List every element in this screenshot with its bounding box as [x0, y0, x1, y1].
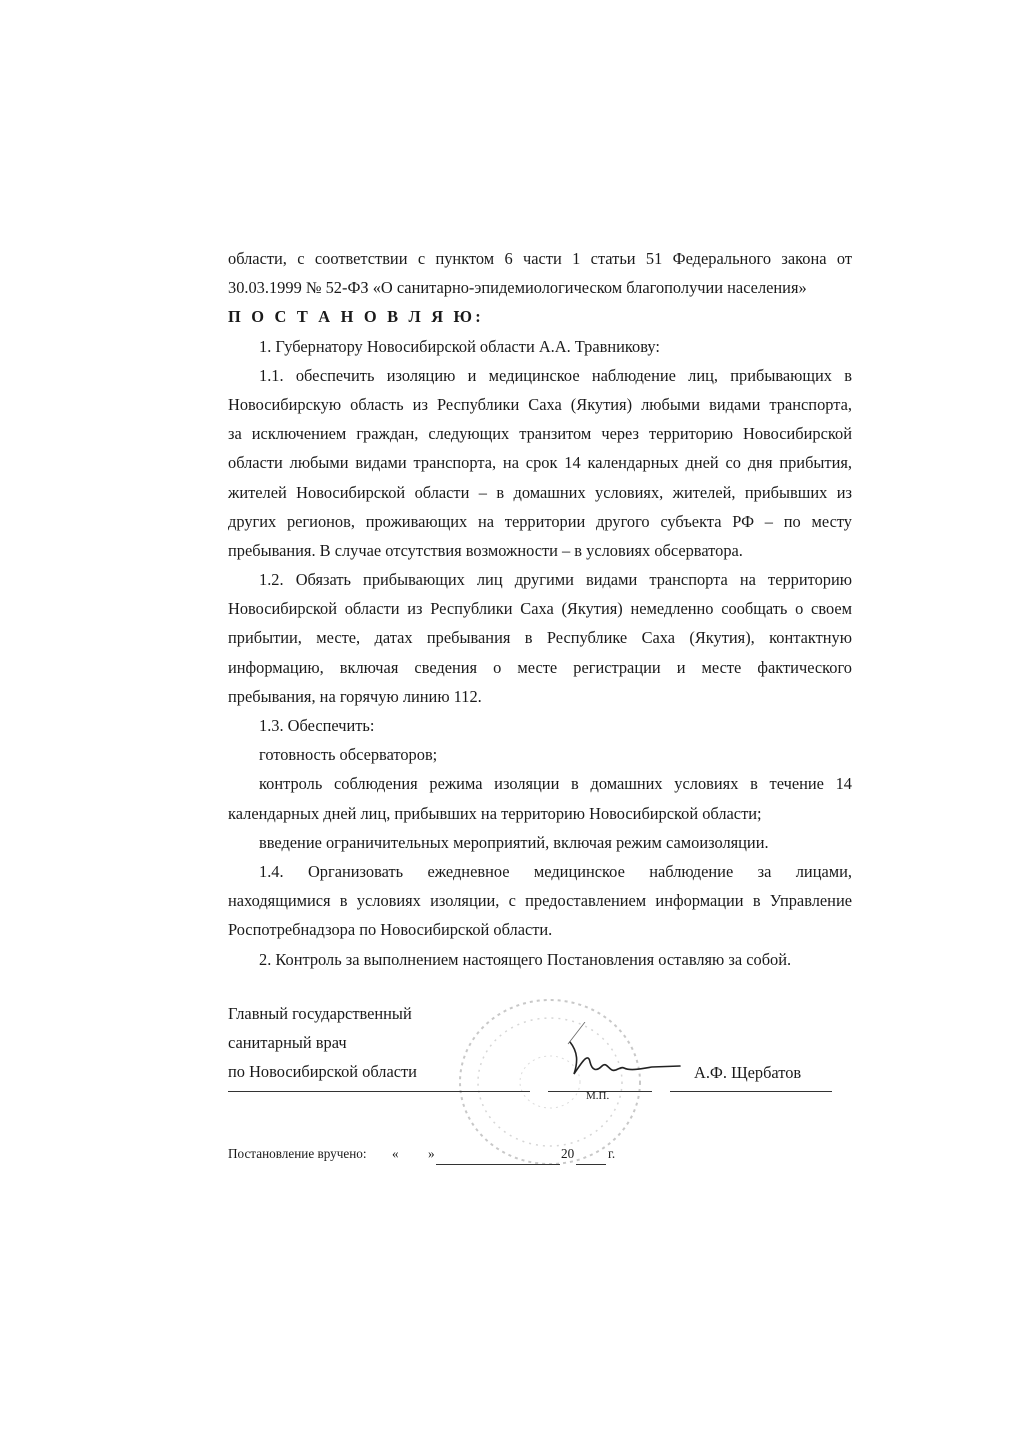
- text-line: готовность обсерваторов;: [259, 745, 438, 765]
- text-line: 1.2. Обязать прибывающих лиц другими видами транспорта на территорию: [259, 570, 852, 590]
- text-line: контроль соблюдения режима изоляции в домашних условиях в течение 14: [259, 774, 852, 794]
- text-line: других регионов, проживающих на территории другого субъекта РФ – по месту: [228, 511, 852, 531]
- text-line: находящимися в условиях изоляции, с предоставлением информации в Управление: [228, 891, 852, 911]
- text-line: пребывания. В случае отсутствия возможности – в условиях обсерватора.: [228, 540, 743, 560]
- text-line: за исключением граждан, следующих транзитом через территорию Новосибирской: [228, 424, 852, 444]
- position-line: санитарный врач: [228, 1033, 347, 1053]
- text-line: 2. Контроль за выполнением настоящего Постановления оставляю за собой.: [259, 949, 792, 969]
- position-line: по Новосибирской области: [228, 1062, 417, 1082]
- signature-rule: [228, 1091, 530, 1092]
- year-underline: [576, 1164, 606, 1165]
- text-line: области любыми видами транспорта, на срок 14 календарных дней со дня прибытия,: [228, 453, 852, 473]
- text-line: 30.03.1999 № 52-ФЗ «О санитарно-эпидемиологическом благополучии населения»: [228, 278, 807, 298]
- signature-rule: [670, 1091, 832, 1092]
- text-line: пребывания, на горячую линию 112.: [228, 686, 482, 706]
- text-line: области, с соответствии с пунктом 6 части 1 статьи 51 Федерального закона от: [228, 249, 852, 268]
- text-line: календарных дней лиц, прибывших на территорию Новосибирской области;: [228, 803, 762, 823]
- text-line: жителей Новосибирской области – в домашних условиях, жителей, прибывших из: [228, 482, 852, 502]
- signatory-name: А.Ф. Щербатов: [694, 1063, 802, 1082]
- text-line: 1.3. Обеспечить:: [259, 716, 375, 735]
- text-line: прибытии, месте, датах пребывания в Республике Саха (Якутия), контактную: [228, 628, 852, 648]
- text-line: Новосибирской области из Республики Саха (Якутия) немедленно сообщать о своем: [228, 599, 852, 619]
- text-line: информацию, включая сведения о месте регистрации и месте фактического: [228, 657, 852, 677]
- position-line: Главный государственный: [228, 1004, 412, 1023]
- delivery-label: Постановление вручено:: [228, 1146, 367, 1161]
- date-underline: [436, 1164, 560, 1165]
- text-line: 1.4. Организовать ежедневное медицинское наблюдение за лицами,: [259, 861, 852, 881]
- text-line: введение ограничительных мероприятий, включая режим самоизоляции.: [259, 832, 769, 852]
- year-suffix: г.: [608, 1146, 616, 1161]
- signatory-position: [228, 999, 417, 1087]
- close-quote: »: [428, 1146, 435, 1161]
- text-line: Роспотребнадзора по Новосибирской области.: [228, 920, 553, 940]
- stamp-place-label: М.П.: [586, 1090, 610, 1102]
- text-line: 1.1. обеспечить изоляцию и медицинское наблюдение лиц, прибывающих в: [259, 365, 852, 385]
- body-text: [228, 244, 852, 974]
- year-prefix: 20: [561, 1146, 575, 1161]
- open-quote: «: [392, 1146, 399, 1161]
- text-line: Новосибирскую область из Республики Саха (Якутия) любыми видами транспорта,: [228, 394, 852, 414]
- text-line: 1. Губернатору Новосибирской области А.А. Травникову:: [259, 336, 660, 356]
- decree-heading: П О С Т А Н О В Л Я Ю:: [228, 307, 484, 327]
- signature-icon: [560, 1022, 690, 1092]
